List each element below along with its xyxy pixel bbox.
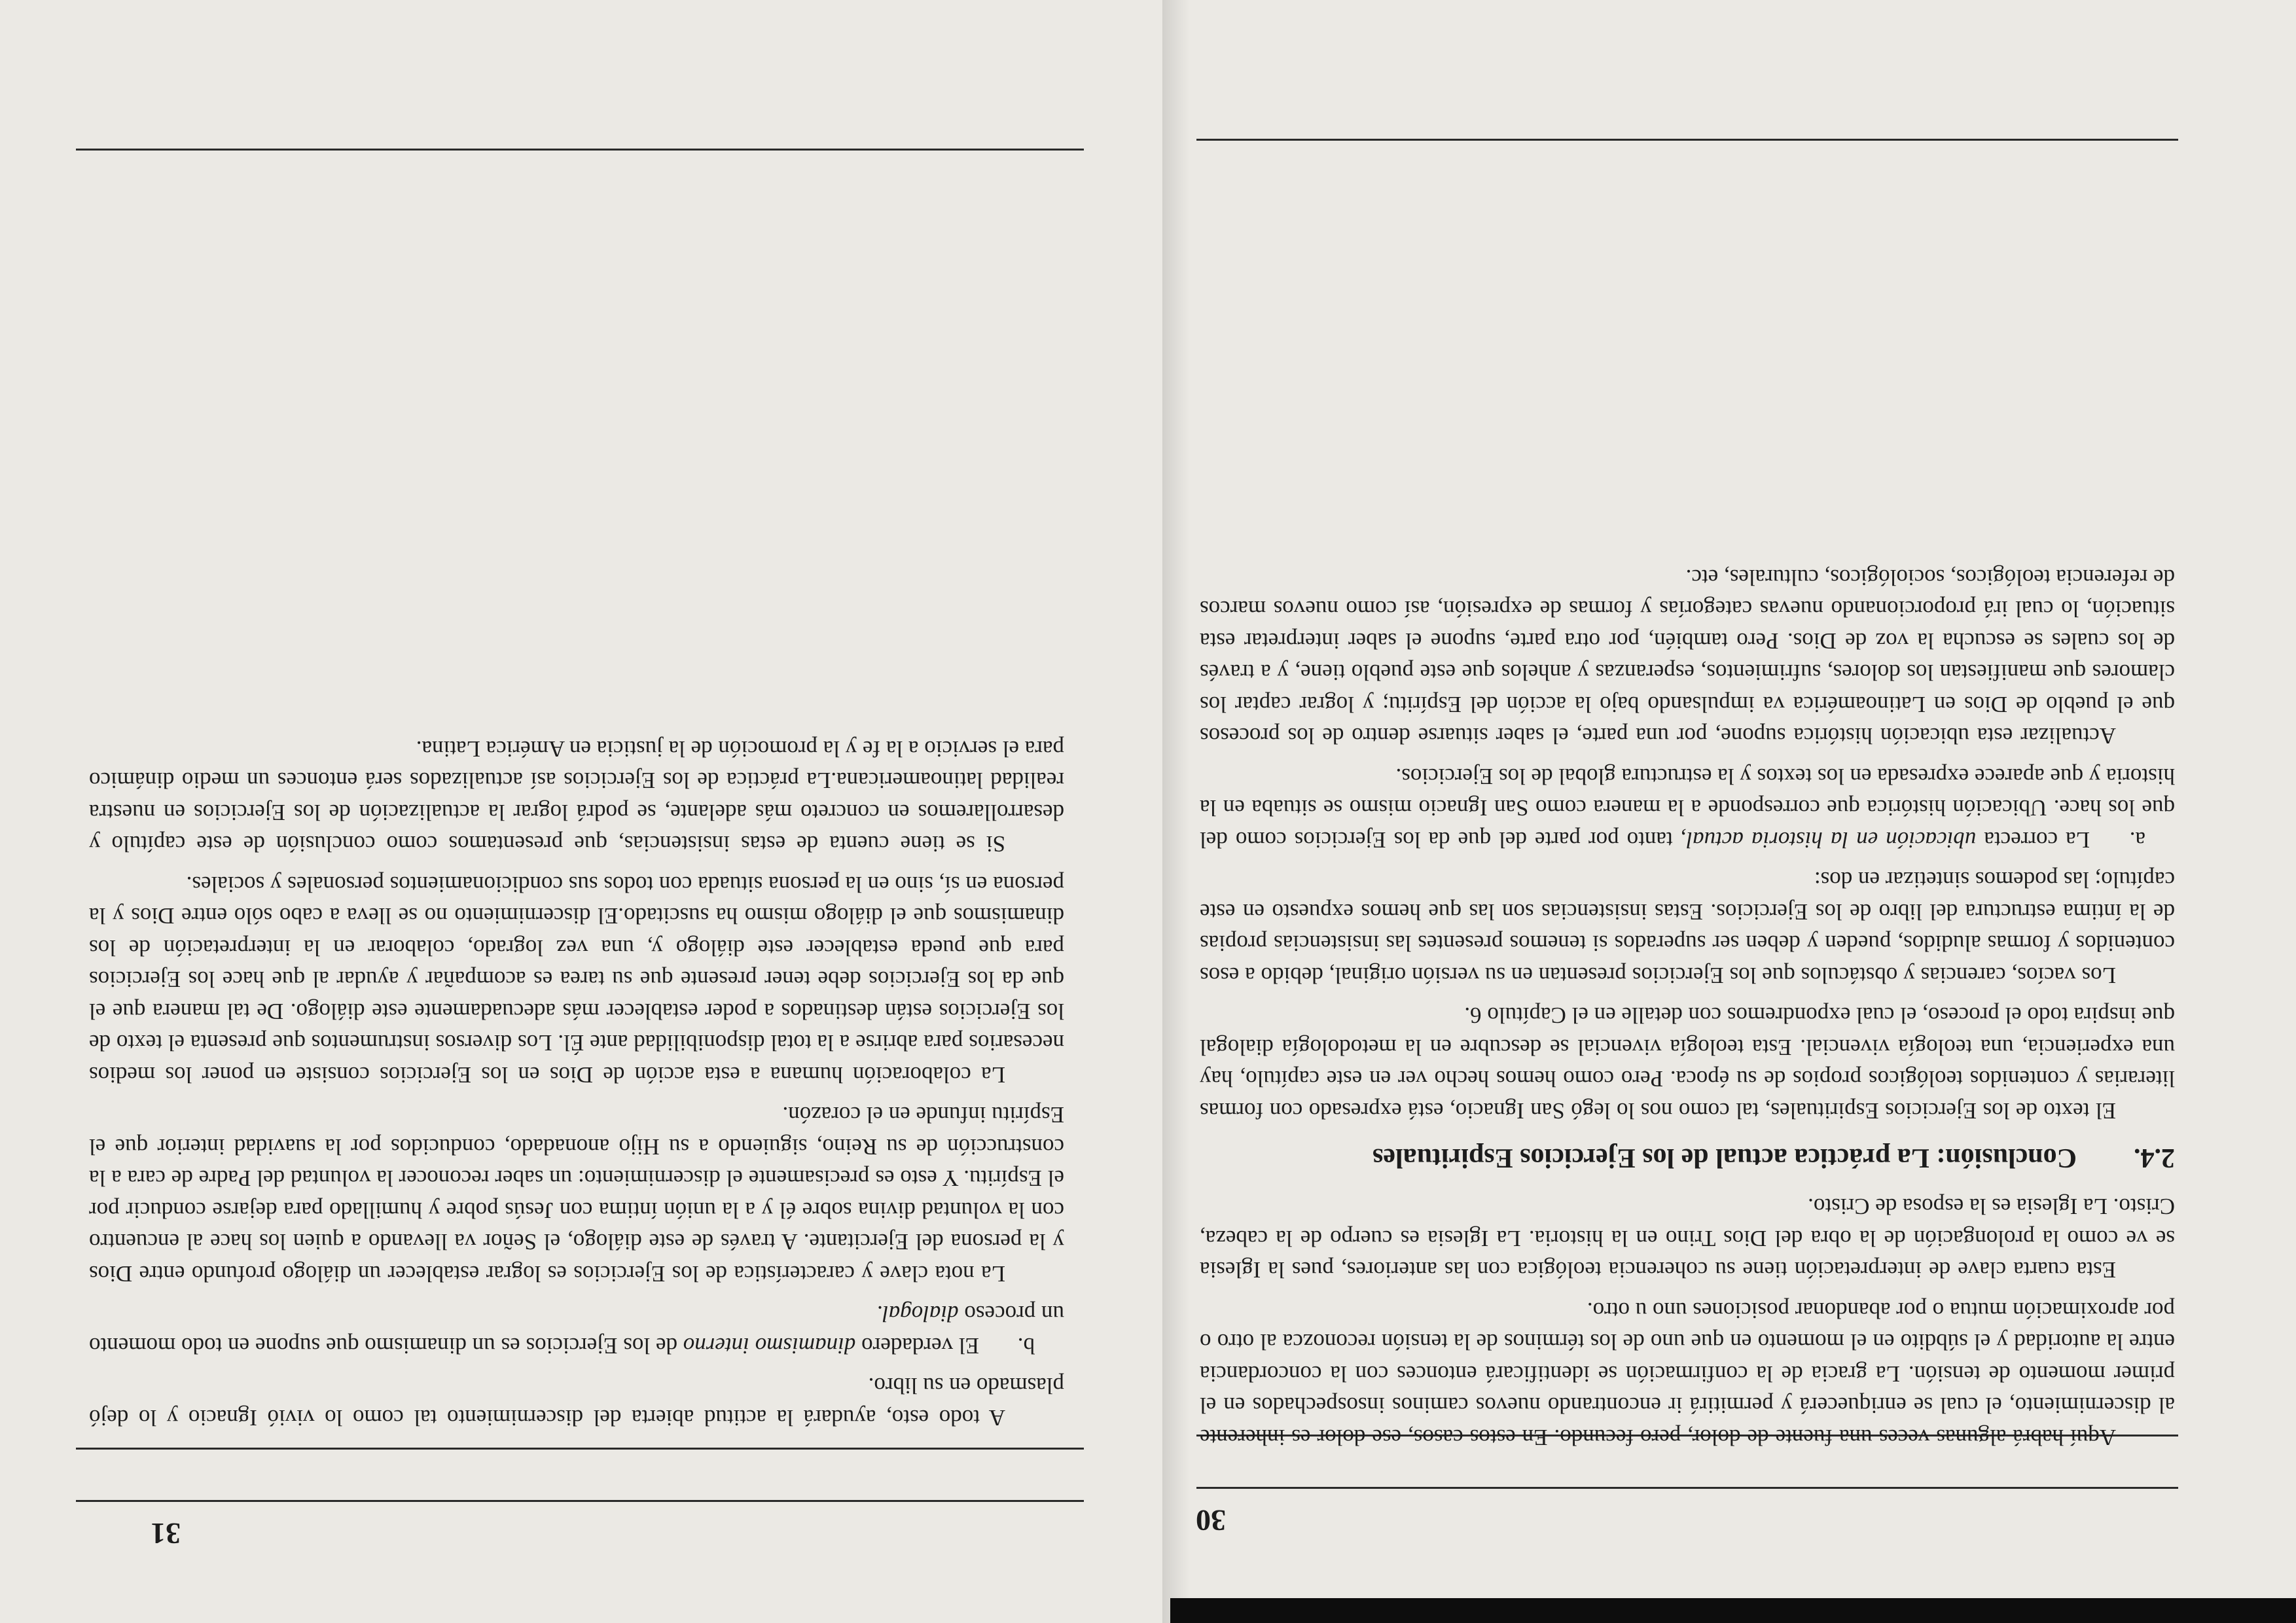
list-text: El verdadero xyxy=(855,1333,979,1359)
paragraph: Aquí habrá algunas veces una fuente de dolor, pero fecundo. En estos casos, ese dolor es inherente al discernimiento, el cual se enriquecerá y permitirá ir encontrando nuevos caminos insospechados en el primer momento de tensión. La gracia de la confirmación se identificará entonces con la concordancia entre la autoridad y el súbdito en el momento en que uno de los términos de la tensión reconozca al otro o por aproximación mutua o por abandonar posiciones uno u otro. xyxy=(1200,1298,2175,1450)
list-item-b xyxy=(89,1298,1064,1361)
list-item-a xyxy=(1200,760,2175,856)
paragraph: La nota clave y característica de los Ejercicios es lograr establecer un diálogo profundo entre Dios y la persona del Ejercitante. A través de este diálogo, el Señor va llevando a quien los hace al encuentro con la voluntad divina sobre él y a la unión íntima con Jesús pobre y humillado para dejarse conducir por el Espíritu. Y esto es precisamente el discernimiento: un saber reconocer la voluntad del Padre de cara a la construcción de su Reino, siguiendo a su Hijo anonadado, conducidos por la suavidad interior que el Espíritu infunde en el corazón. xyxy=(89,1102,1064,1287)
paragraph: El texto de los Ejercicios Espirituales, tal como nos lo legó San Ignacio, está expresado con formas literarias y contenidos teológicos propios de su época. Pero como hemos hecho ver en este capítulo, hay una experiencia, una teología vivencial. Esta teología vivencial se descubre en la metodología dialogal que inspira todo el proceso, el cual expondremos con detalle en el Capítulo 6. xyxy=(1200,1003,2175,1124)
paragraph: A todo esto, ayudará la actitud abierta del discernimiento tal como lo vivió Ignacio y lo dejó plasmado en su libro. xyxy=(89,1373,1064,1431)
list-text: de los Ejercicios es un dinamismo que supone en todo momento un proceso xyxy=(89,1301,1064,1359)
list-emphasis: dialogal. xyxy=(876,1301,959,1327)
page-30 xyxy=(1162,0,2296,1623)
list-label: a. xyxy=(2129,827,2145,853)
page-number: 31 xyxy=(151,1517,181,1550)
footer-rule xyxy=(1196,139,2178,141)
list-emphasis: dinamismo interno xyxy=(683,1333,856,1359)
list-label: b. xyxy=(1017,1333,1035,1359)
paragraph: Los vacíos, carencias y obstáculos que los Ejercicios presentan en su versión original, debido a esos contenidos y formas aludidos, pueden y deben ser superados si tenemos presentes las insistencias propias de la íntima estructura del libro de los Ejercicios. Estas insistencias son las que hemos expuesto en este capítulo; las podemos sintetizar en dos: xyxy=(1200,867,2175,988)
list-emphasis: ubicación en la historia actual, xyxy=(1680,827,1977,853)
page-number: 30 xyxy=(1196,1504,1226,1537)
paragraph: Esta cuarta clave de interpretación tiene su coherencia teológica con las anteriores, pues la Iglesia se ve como la prolongación de la obra del Dios Trino en la historia. La Iglesia es cuerpo de la cabeza, Cristo. La Iglesia es la esposa de Cristo. xyxy=(1200,1194,2175,1283)
list-text: La correcta xyxy=(1976,827,2090,853)
page-30-body xyxy=(1200,562,2175,1454)
section-title: Conclusión: La práctica actual de los Ejercicios Espirituales xyxy=(1372,1143,2077,1173)
header-rule xyxy=(1196,1487,2178,1489)
paragraph: La colaboración humana a esta acción de Dios en los Ejercicios consiste en poner los medios necesarios para abrirse a la total disponibilidad ante Él. Los diversos instrumentos que presenta el texto de los Ejercicios están destinados a poder establecer más adecuadamente este diálogo. De tal manera que el que da los Ejercicios debe tener presente que su tarea es acompañar y ayudar al que hace los Ejercicios para que pueda establecer este diálogo y, una vez logrado, colaborar en la interpretación de los dinamismos que el diálogo mismo ha suscitado.El discernimiento no se lleva a cabo sólo entre Dios y la persona en sí, sino en la persona situada con todos sus condicionamientos personales y sociales. xyxy=(89,872,1064,1088)
header-rule-lower xyxy=(76,1448,1084,1450)
paragraph: Si se tiene cuenta de estas insistencias, que presentamos como conclusión de este capítulo y desarrollaremos en concreto más adelante, se podrá lograr la actualización de los Ejercicios en nuestra realidad latinoamericana.La práctica de los Ejercicios así actualizados será entonces un medio dinámico para el servicio a la fe y la promoción de la justicia en América Latina. xyxy=(89,736,1064,857)
section-number: 2.4. xyxy=(2134,1143,2175,1173)
header-rule xyxy=(76,1500,1084,1502)
page-31-body xyxy=(89,733,1064,1434)
list-text: tanto por parte del que da los Ejercicios como del que los hace. Ubicación histórica que corresponde a la manera como San Ignacio mismo se situaba en la historia y que aparece expresada en los textos y la estructura global de los Ejercicios. xyxy=(1200,764,2175,853)
scanner-edge xyxy=(1170,1598,2296,1623)
paragraph: Actualizar esta ubicación histórica supone, por una parte, el saber situarse dentro de los procesos que el pueblo de Dios en Latinoamérica va impulsando bajo la acción del Espíritu; y lograr captar los clamores que manifiestan los dolores, sufrimientos, esperanzas y anhelos que este pueblo tiene, y a través de los cuales se escucha la voz de Dios. Pero también, por otra parte, supone el saber interpretar esta situación, lo cual irá proporcionando nuevas categorías y formas de expresión, así como nuevos marcos de referencia teológicos, sociológicos, culturales, etc. xyxy=(1200,565,2175,749)
footer-rule xyxy=(76,149,1084,151)
section-heading xyxy=(1200,1139,2175,1176)
